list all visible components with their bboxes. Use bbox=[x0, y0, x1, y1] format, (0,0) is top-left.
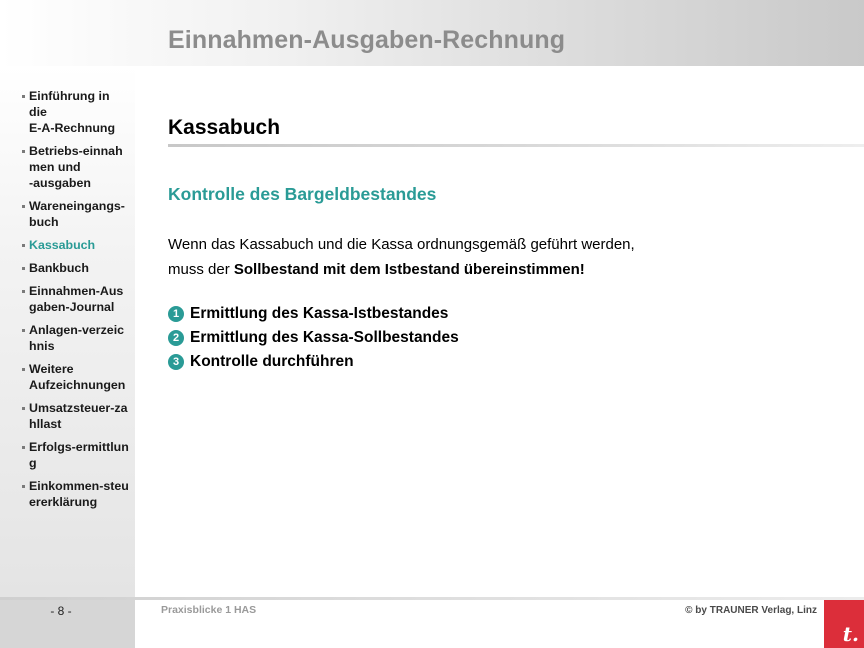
sidebar-item-kassabuch[interactable] bbox=[22, 237, 136, 253]
sidebar-item-label: Wareneingangs- buch bbox=[29, 199, 125, 229]
paragraph-line-1: Wenn das Kassabuch und die Kassa ordnungsgemäß geführt werden, bbox=[168, 236, 635, 253]
step-label: Ermittlung des Kassa-Istbestandes bbox=[190, 305, 449, 322]
step-label: Kontrolle durchführen bbox=[190, 353, 354, 370]
sidebar-item-label: Anlagen-verzeic hnis bbox=[29, 323, 125, 353]
bullet-icon bbox=[22, 95, 25, 98]
sidebar-nav bbox=[22, 88, 136, 517]
sidebar-item-label: Einkommen-steu ererklärung bbox=[29, 479, 129, 509]
section-divider bbox=[168, 144, 864, 147]
page-title: Einnahmen-Ausgaben-Rechnung bbox=[168, 26, 566, 54]
paragraph-line-2 bbox=[168, 257, 828, 282]
bullet-icon bbox=[22, 368, 25, 371]
bullet-icon bbox=[22, 244, 25, 247]
sidebar-item-wareneingangsbuch[interactable] bbox=[22, 198, 136, 230]
step-item bbox=[168, 326, 459, 350]
sidebar-item-label: Bankbuch bbox=[29, 261, 89, 275]
sidebar-item-weitere-aufzeichnungen[interactable] bbox=[22, 361, 136, 393]
sidebar-item-label: Kassabuch bbox=[29, 238, 96, 252]
footer-copyright: © by TRAUNER Verlag, Linz bbox=[685, 605, 817, 616]
sidebar-item-erfolgsermittlung[interactable] bbox=[22, 439, 136, 471]
sidebar-item-journal[interactable] bbox=[22, 283, 136, 315]
body-paragraph bbox=[168, 232, 828, 282]
sidebar-item-betriebseinnahmen[interactable] bbox=[22, 143, 136, 191]
sidebar-item-label: Erfolgs-ermittlun g bbox=[29, 440, 129, 470]
publisher-logo bbox=[824, 600, 864, 648]
bullet-icon bbox=[22, 150, 25, 153]
sidebar-item-label: Betriebs-einnah men und -ausgaben bbox=[29, 144, 123, 190]
bullet-icon bbox=[22, 267, 25, 270]
step-number-icon: 1 bbox=[168, 306, 184, 322]
paragraph-emphasis: Sollbestand mit dem Istbestand übereinstimmen! bbox=[233, 261, 585, 278]
step-label: Ermittlung des Kassa-Sollbestandes bbox=[190, 329, 459, 346]
sidebar-item-umsatzsteuerzahllast[interactable] bbox=[22, 400, 136, 432]
sidebar-item-label: Einnahmen-Aus gaben-Journal bbox=[29, 284, 124, 314]
bullet-icon bbox=[22, 407, 25, 410]
sidebar-item-bankbuch[interactable] bbox=[22, 260, 136, 276]
sidebar-item-einfuehrung[interactable] bbox=[22, 88, 136, 136]
bullet-icon bbox=[22, 485, 25, 488]
step-number-icon: 3 bbox=[168, 354, 184, 370]
bullet-icon bbox=[22, 290, 25, 293]
sidebar-item-label: Weitere Aufzeichnungen bbox=[29, 362, 126, 392]
sidebar-item-einkommensteuererklaerung[interactable] bbox=[22, 478, 136, 510]
section-title: Kassabuch bbox=[168, 116, 281, 139]
step-item bbox=[168, 350, 459, 374]
footer-book-title: Praxisblicke 1 HAS bbox=[161, 604, 257, 616]
page-number: - 8 - bbox=[50, 604, 72, 618]
step-list bbox=[168, 302, 459, 374]
step-item bbox=[168, 302, 459, 326]
subheading: Kontrolle des Bargeldbestandes bbox=[168, 184, 437, 204]
sidebar-item-anlagenverzeichnis[interactable] bbox=[22, 322, 136, 354]
step-number-icon: 2 bbox=[168, 330, 184, 346]
logo-icon: t. bbox=[842, 622, 859, 646]
bullet-icon bbox=[22, 329, 25, 332]
sidebar-item-label: Einführung in die E-A-Rechnung bbox=[29, 89, 116, 135]
paragraph-line-2-prefix: muss der bbox=[168, 261, 234, 278]
sidebar-item-label: Umsatzsteuer-za hllast bbox=[29, 401, 128, 431]
bullet-icon bbox=[22, 446, 25, 449]
bullet-icon bbox=[22, 205, 25, 208]
